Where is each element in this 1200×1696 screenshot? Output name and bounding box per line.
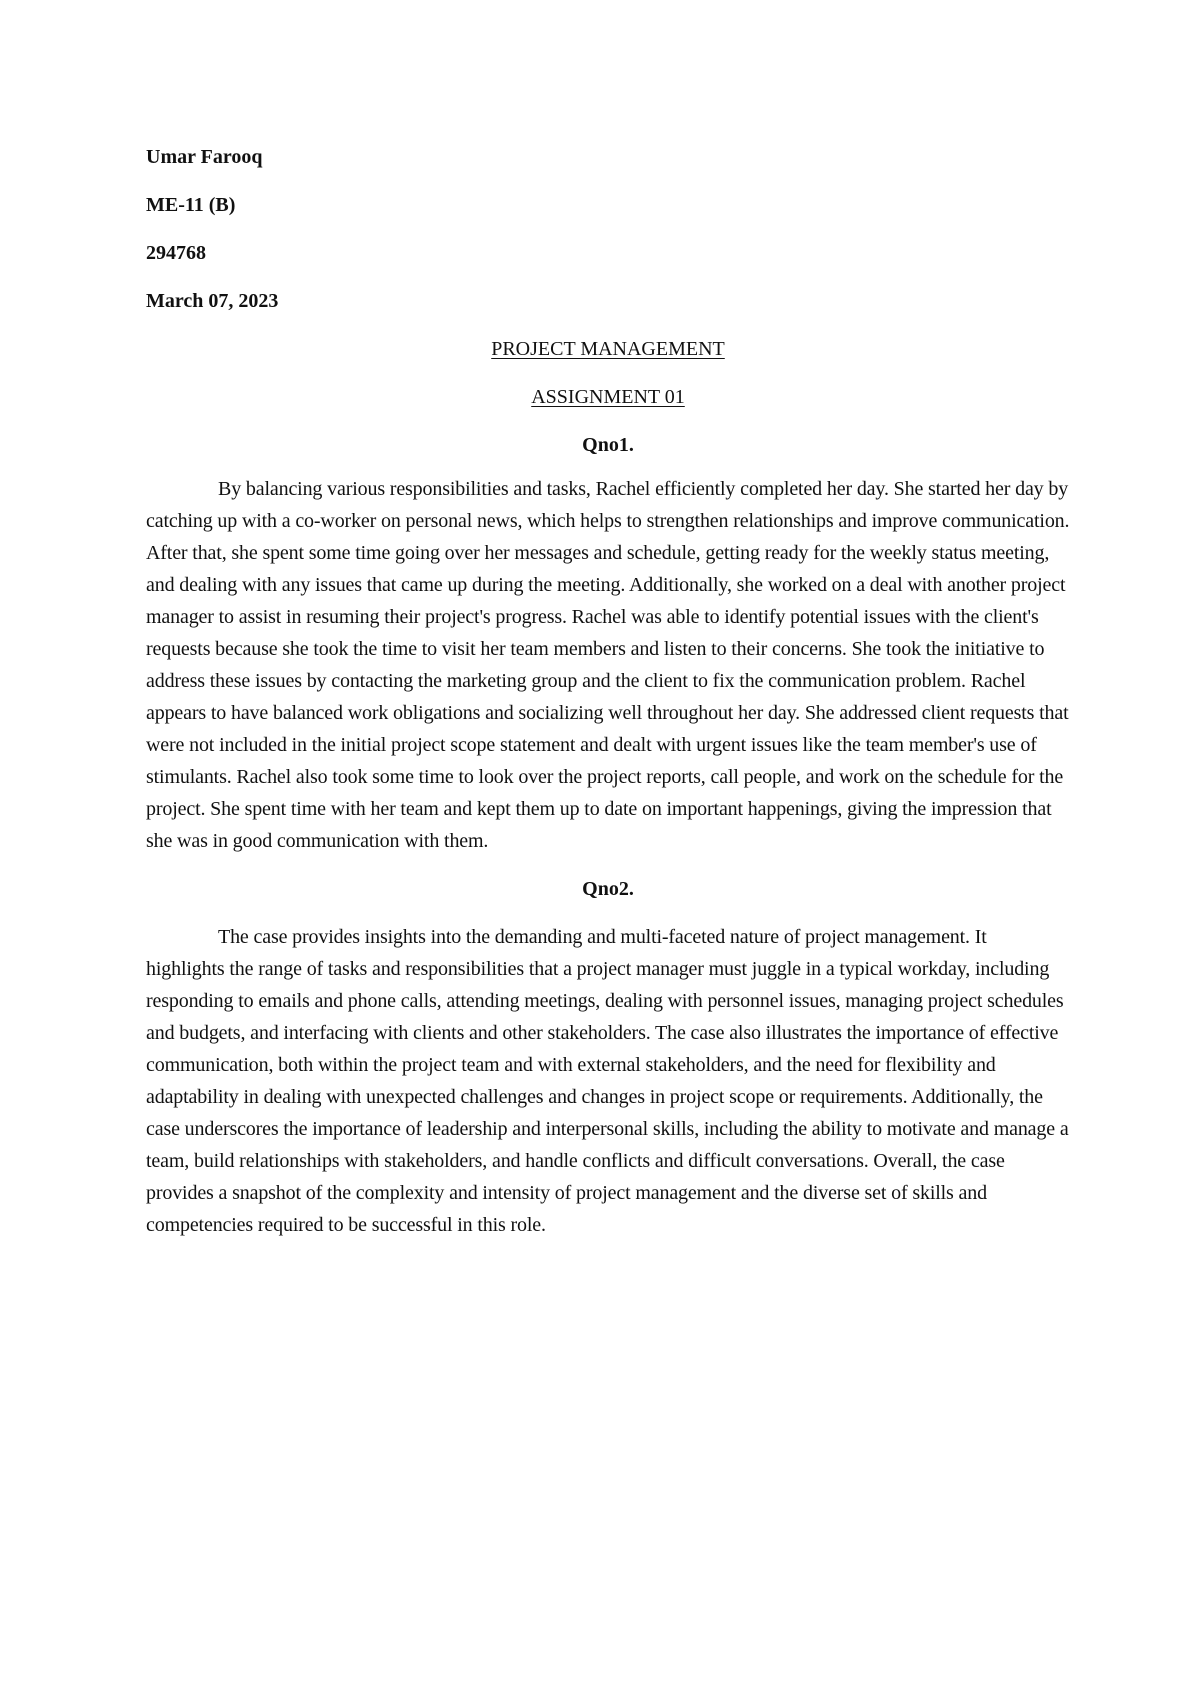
document-content — [146, 145, 1070, 1241]
course-title: PROJECT MANAGEMENT — [491, 338, 725, 360]
student-id: 294768 — [146, 242, 206, 264]
assignment-title: ASSIGNMENT 01 — [531, 386, 685, 408]
title-block — [146, 337, 1070, 409]
question-1-label: Qno1. — [582, 434, 634, 456]
submission-date: March 07, 2023 — [146, 290, 279, 312]
class-section: ME-11 (B) — [146, 194, 236, 216]
question-1 — [146, 433, 1070, 857]
question-2-answer: The case provides insights into the demanding and multi-faceted nature of project management. It highlights the range of tasks and responsibilities that a project manager must juggle in a typical workday, including responding to emails and phone calls, attending meetings, dealing with personnel issues, managing project schedules and budgets, and interfacing with clients and other stakeholders. The case also illustrates the importance of effective communication, both within the project team and with external stakeholders, and the need for flexibility and adaptability in dealing with unexpected challenges and changes in project scope or requirements. Additionally, the case underscores the importance of leadership and interpersonal skills, including the ability to motivate and manage a team, build relationships with stakeholders, and handle conflicts and difficult conversations. Overall, the case provides a snapshot of the complexity and intensity of project management and the diverse set of skills and competencies required to be successful in this role. — [146, 926, 1069, 1236]
student-info — [146, 145, 1070, 313]
question-2 — [146, 877, 1070, 1241]
student-name: Umar Farooq — [146, 146, 263, 168]
question-1-answer: By balancing various responsibilities and tasks, Rachel efficiently completed her day. She started her day by catching up with a co-worker on personal news, which helps to strengthen relationships and improve communication. After that, she spent some time going over her messages and schedule, getting ready for the weekly status meeting, and dealing with any issues that came up during the meeting. Additionally, she worked on a deal with another project manager to assist in resuming their project's progress. Rachel was able to identify potential issues with the client's requests because she took the time to visit her team members and listen to their concerns. She took the initiative to address these issues by contacting the marketing group and the client to fix the communication problem. Rachel appears to have balanced work obligations and socializing well throughout her day. She addressed client requests that were not included in the initial project scope statement and dealt with urgent issues like the team member's use of stimulants. Rachel also took some time to look over the project reports, call people, and work on the schedule for the project. She spent time with her team and kept them up to date on important happenings, giving the impression that she was in good communication with them. — [146, 478, 1070, 852]
question-2-label: Qno2. — [582, 878, 634, 900]
